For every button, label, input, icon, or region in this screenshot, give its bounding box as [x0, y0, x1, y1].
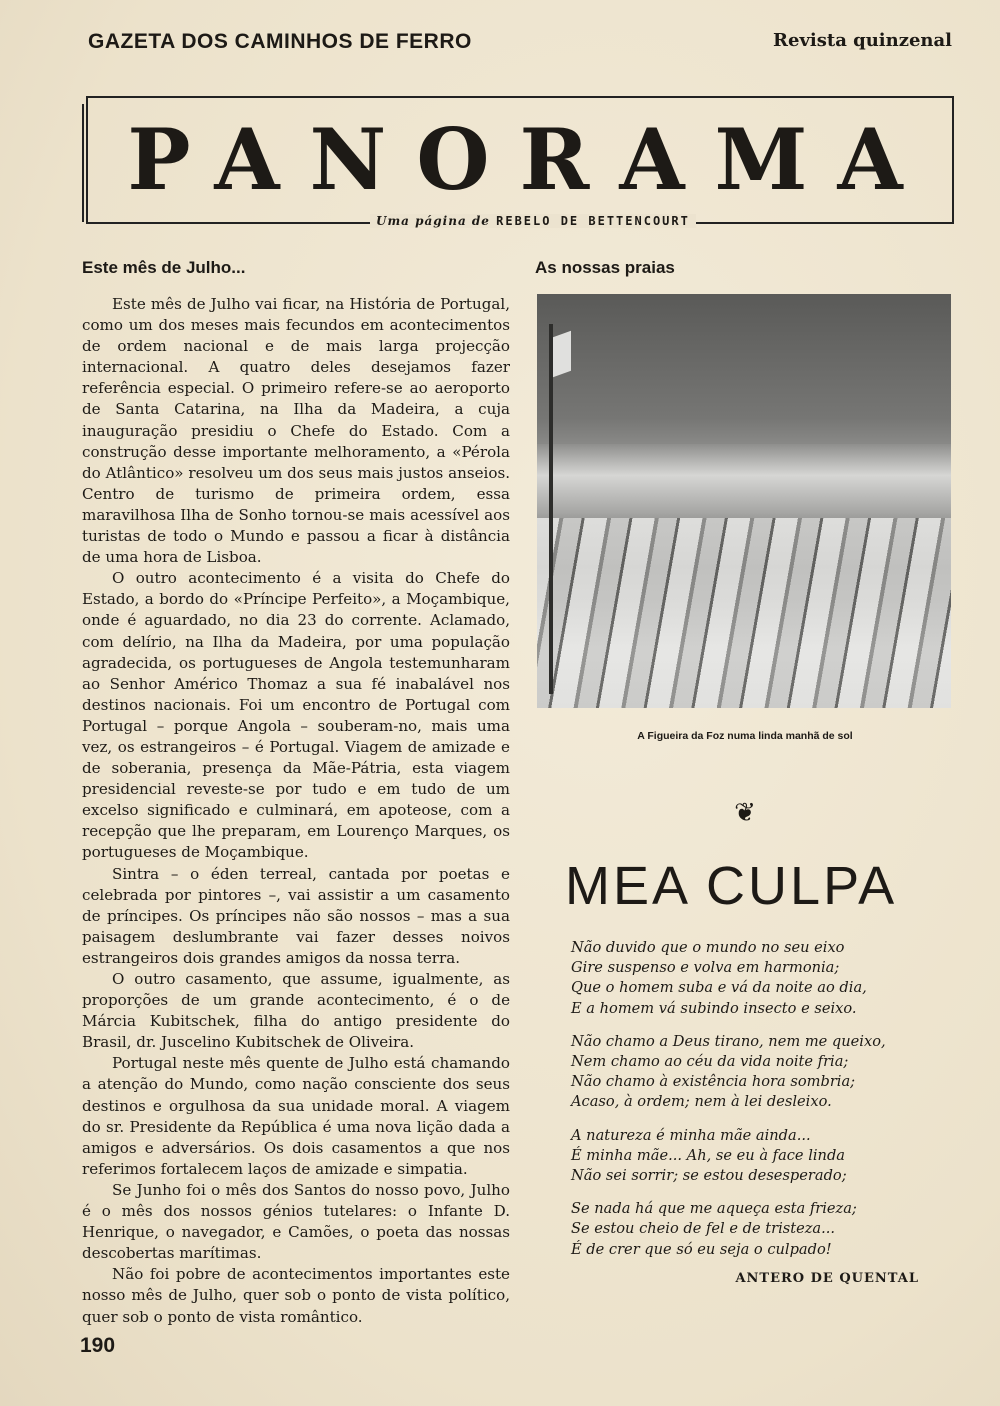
article-column [82, 258, 510, 1328]
poem-line: É de crer que só eu seja o culpado! [571, 1240, 832, 1258]
poem-line: Se nada há que me aqueça esta frieza; [571, 1200, 857, 1218]
poem-line: É minha mãe... Ah, se eu à face linda [571, 1146, 845, 1164]
poem-author: ANTERO DE QUENTAL [735, 1270, 919, 1286]
poem-line: E a homem vá subindo insecto e seixo. [571, 999, 857, 1017]
article-paragraph: Este mês de Julho vai ficar, na História de Portugal, como um dos meses mais fecundos em acontecimentos de ordem nacional e de mais larga projecção internacional. A quatro deles desejamos fazer referência especial. O primeiro refere-se ao aeroporto de Santa Catarina, na Ilha da Madeira, a cuja inauguração presidiu o Chefe do Estado. Com a construção desse importante melhoramento, a «Pérola do Atlântico» resolveu um dos seus mais justos anseios. Centro de turismo de primeira ordem, essa maravilhosa Ilha de Sonho tornou-se mais acessível aos turistas de todo o Mundo e passou a ficar à distância de uma hora de Lisboa. [82, 295, 510, 567]
poem-line: Não chamo a Deus tirano, nem me queixo, [571, 1032, 886, 1050]
poem-line: Se estou cheio de fel e de tristeza... [571, 1220, 836, 1238]
photo-flag [553, 331, 571, 378]
article-paragraph: O outro casamento, que assume, igualmente, as proporções de um grande acontecimento, é o de Márcia Kubitschek, filha do antigo presidente do Brasil, dr. Juscelino Kubitschek de Oliveira. [82, 970, 510, 1052]
poem-line: A natureza é minha mãe ainda... [571, 1126, 811, 1144]
byline-prefix: Uma página de [376, 214, 490, 228]
poem-line: Que o homem suba e vá da noite ao dia, [571, 979, 867, 997]
publication-frequency: Revista quinzenal [773, 30, 952, 51]
poem-title: MEA CULPA [565, 856, 898, 916]
page-number: 190 [80, 1334, 116, 1357]
poem-line: Não chamo à existência hora sombria; [571, 1073, 856, 1091]
poem-stanza [571, 1199, 955, 1260]
poem-line: Não duvido que o mundo no seu eixo [571, 939, 845, 956]
photo-flagpole [549, 324, 553, 694]
poem-stanza [571, 1126, 955, 1187]
poem-line: Gire suspenso e volva em harmonia; [571, 959, 840, 977]
poem-line: Nem chamo ao céu da vida noite fria; [571, 1053, 849, 1071]
photo-caption: A Figueira da Foz numa linda manhã de sol [637, 730, 853, 742]
poem-stanza [571, 1032, 955, 1113]
beaches-heading: As nossas praias [535, 258, 675, 277]
byline [370, 214, 696, 228]
article-paragraph: O outro acontecimento é a visita do Chefe do Estado, a bordo do «Príncipe Perfeito», a Moçambique, onde é aguardado, no dia 23 do corrente. Aclamado, com delírio, na Ilha da Madeira, por uma população agradecida, os portugueses de Angola testemunharam ao Senhor Américo Thomaz a sua fé inabalável nos destinos nacionais. Foi um encontro de Portugal com Portugal – porque Angola – souberam-no, mais uma vez, os estrangeiros – é Portugal. Viagem de amizade e de soberania, presença da Mãe-Pátria, esta viagem presidencial reveste-se por tudo e em tudo de um excelso significado e culminará, em apoteose, com a recepção que lhe preparam, em Lourenço Marques, os portugueses de Moçambique. [82, 569, 510, 862]
poem-line: Não sei sorrir; se estou desesperado; [571, 1167, 847, 1185]
beach-photo [537, 294, 951, 708]
right-column [535, 258, 955, 1286]
photo-sea [537, 444, 951, 514]
photo-tents [537, 518, 951, 708]
panorama-banner [86, 96, 954, 224]
poem-stanza [571, 938, 955, 1019]
poem-body [571, 938, 955, 1260]
running-header [88, 30, 952, 58]
flower-ornament-icon: ❦ [734, 798, 756, 828]
publication-title: GAZETA DOS CAMINHOS DE FERRO [88, 30, 472, 53]
article-paragraph: Portugal neste mês quente de Julho está chamando a atenção do Mundo, como nação consciente dos seus destinos e orgulhosa da sua unidade moral. A viagem do sr. Presidente da República é uma nova lição dada a amigos e adversários. Os dois casamentos a que nos referimos fortalecem laços de amizade e simpatia. [82, 1054, 510, 1178]
article-heading: Este mês de Julho... [82, 258, 246, 277]
article-paragraph: Não foi pobre de acontecimentos importantes este nosso mês de Julho, quer sob o ponto de vista político, quer sob o ponto de vista romântico. [82, 1265, 510, 1326]
article-paragraph: Sintra – o éden terreal, cantada por poetas e celebrada por pintores –, vai assistir a um casamento de príncipes. Os príncipes não são nossos – mas a sua paisagem deslumbrante vai fazer desses noivos estrangeiros dois grandes amigos da nossa terra. [82, 864, 510, 967]
article-paragraph: Se Junho foi o mês dos Santos do nosso povo, Julho é o mês dos nossos génios tutelares: o Infante D. Henrique, o navegador, e Camões, o poeta das nossas descobertas marítimas. [82, 1180, 510, 1263]
byline-author: REBELO DE BETTENCOURT [496, 214, 690, 228]
poem-line: Acaso, à ordem; nem à lei desleixo. [571, 1093, 832, 1111]
banner-title: PANORAMA [127, 110, 933, 209]
